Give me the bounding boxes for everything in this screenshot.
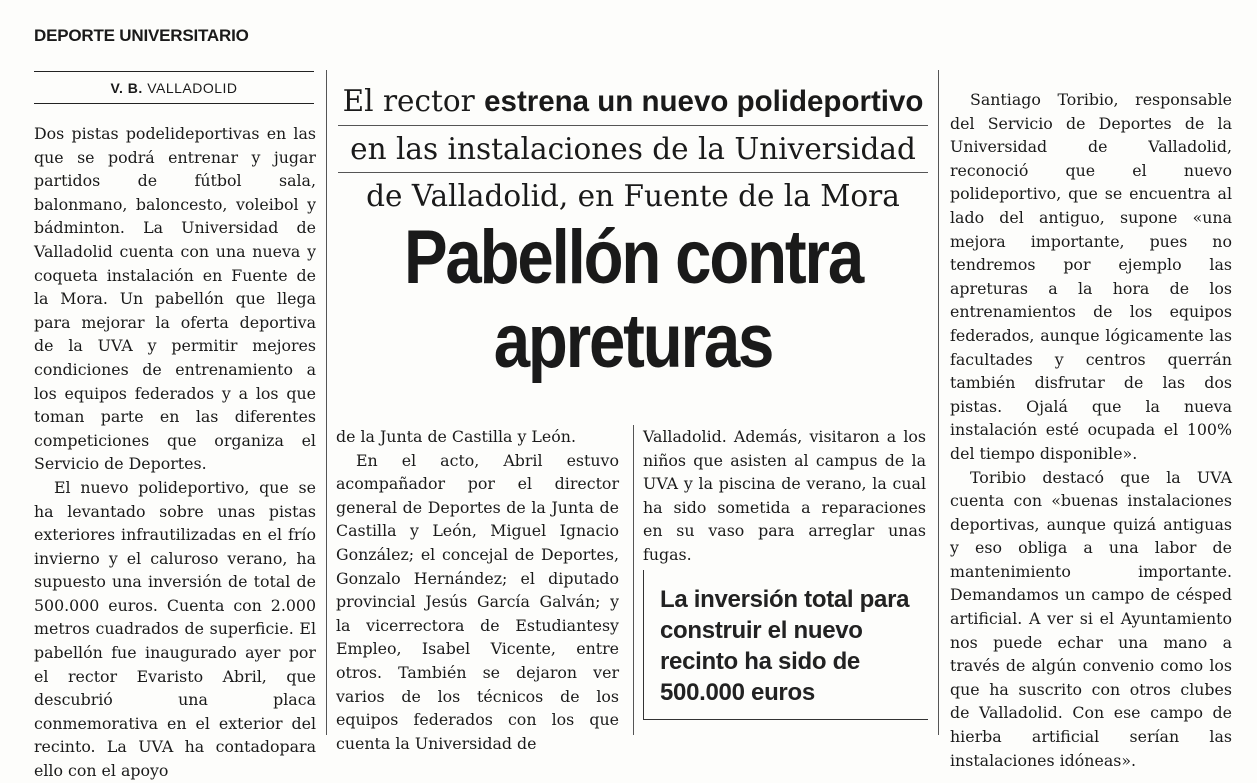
- subheadline-plain: El rector: [342, 84, 485, 118]
- byline-rule-top: [34, 71, 314, 72]
- column-divider: [938, 70, 939, 735]
- subheadline: [338, 78, 928, 219]
- pull-quote: La inversión total para construir el nuevo recinto ha sido de 500.000 euros: [643, 570, 928, 720]
- headline-line-1: Pabellón contra: [403, 215, 863, 300]
- paragraph: En el acto, Abril estuvo acompañador por el director general de Deportes de la Junta de Castilla y León, Miguel Ignacio González; el concejal de Deportes, Gonzalo Hernández; el diputado provincial Jesús García Galván; y la vicerrectora de Estudiantesy Empleo, Isabel Vicente, entre otros. También se dejaron ver varios de los técnicos de los equipos federados con los que cuenta la Universidad de: [336, 450, 619, 753]
- column-1: [34, 122, 316, 783]
- byline-rule-bottom: [34, 103, 314, 104]
- paragraph: de la Junta de Castilla y León.: [336, 427, 576, 446]
- subheadline-line-3: de Valladolid, en Fuente de la Mora: [366, 179, 900, 213]
- byline: [34, 80, 314, 96]
- column-3: [643, 425, 926, 567]
- byline-author: V. B.: [110, 80, 143, 96]
- headline: [379, 216, 886, 384]
- paragraph: Santiago Toribio, responsable del Servicio de Deportes de la Universidad de Valladolid, reconoció que el nuevo polideportivo, que se encuentra al lado del antiguo, supone «una mejora importante, pues no tendremos por ejemplo las apreturas a la hora de los entrenamientos de los equipos federados, aunque lógicamente las facultades y centros querrán también disfrutar de las dos pistas. Ojalá que la nueva instalación esté ocupada el 100% del tiempo disponible».: [950, 90, 1232, 463]
- paragraph: Dos pistas podelideportivas en las que se podrá entrenar y jugar partidos de fútbol sala, balonmano, baloncesto, voleibol y bádminton. La Universidad de Valladolid cuenta con una nueva y coqueta instalación en Fuente de la Mora. Un pabellón que llega para mejorar la oferta deportiva de la UVA y permitir mejores condiciones de entrenamiento a los equipos federados y a los que toman parte en las diferentes competiciones que organiza el Servicio de Deportes.: [34, 124, 316, 474]
- subheadline-line-1: [338, 78, 928, 126]
- paragraph: Toribio destacó que la UVA cuenta con «buenas instalaciones deportivas, aunque quizá antiguas y eso obliga a una labor de mantenimiento importante. Demandamos un campo de césped artificial. A ver si el Ayuntamiento nos puede echar una mano a través de algún convenio como los que ha suscrito con otros clubes de Valladolid. Con ese campo de hierba artificial serían las instalaciones idóneas».: [950, 467, 1232, 770]
- paragraph: Valladolid. Además, visitaron a los niños que asisten al campus de la UVA y la piscina de verano, la cual ha sido sometida a reparaciones en su vaso para arreglar unas fugas.: [643, 427, 926, 564]
- column-4: [950, 88, 1232, 772]
- column-divider: [326, 70, 327, 735]
- byline-place: VALLADOLID: [147, 80, 238, 96]
- section-title: DEPORTE UNIVERSITARIO: [34, 26, 249, 45]
- subheadline-line-2: en las instalaciones de la Universidad: [338, 126, 928, 173]
- column-2: [336, 425, 619, 755]
- headline-line-2: apreturas: [493, 299, 773, 384]
- column-divider: [633, 425, 634, 735]
- paragraph: El nuevo polideportivo, que se ha levantado sobre unas pistas exteriores infrautilizadas en el frío invierno y el caluroso verano, ha supuesto una inversión de total de 500.000 euros. Cuenta con 2.000 metros cuadrados de superficie. El pabellón fue inaugurado ayer por el rector Evaristo Abril, que descubrió una placa conmemorativa en el exterior del recinto. La UVA ha contadopara ello con el apoyo: [34, 477, 316, 781]
- subheadline-bold: estrena un nuevo polideportivo: [484, 85, 924, 118]
